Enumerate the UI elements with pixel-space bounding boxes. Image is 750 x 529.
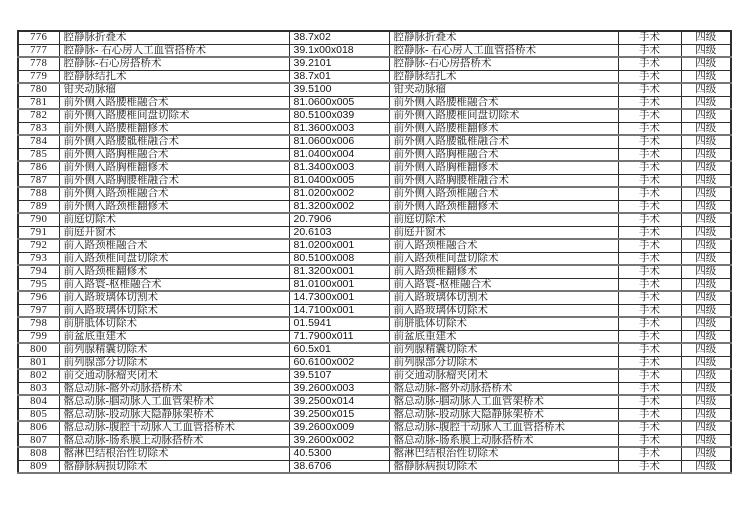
procedure-name: 前外侧入路腰椎融合术 [59, 96, 289, 109]
table-row [18, 291, 731, 304]
table-row [18, 122, 731, 135]
table-row [18, 174, 731, 187]
procedure-name-repeat: 前外侧入路胸腰椎融合术 [389, 174, 618, 187]
operation-category: 手术 [618, 226, 681, 239]
table-row [18, 239, 731, 252]
table-row [18, 343, 731, 356]
row-number: 799 [18, 330, 59, 343]
procedure-name: 前盆底重建术 [59, 330, 289, 343]
procedure-name: 前列腺部分切除术 [59, 356, 289, 369]
operation-category: 手术 [618, 83, 681, 96]
operation-category: 手术 [618, 408, 681, 421]
procedure-name-repeat: 前入路颈椎间盘切除术 [389, 252, 618, 265]
row-number: 787 [18, 174, 59, 187]
procedure-code: 20.7906 [289, 213, 389, 226]
operation-level: 四级 [681, 122, 731, 135]
procedure-code: 81.0600x005 [289, 96, 389, 109]
operation-level: 四级 [681, 356, 731, 369]
operation-category: 手术 [618, 31, 681, 44]
operation-level: 四级 [681, 369, 731, 382]
table-row [18, 408, 731, 421]
row-number: 782 [18, 109, 59, 122]
procedure-code: 14.7300x001 [289, 291, 389, 304]
procedure-name: 前入路寰-枢椎融合术 [59, 278, 289, 291]
procedure-name: 前交通动脉瘤夹闭术 [59, 369, 289, 382]
operation-category: 手术 [618, 291, 681, 304]
procedure-name: 前外侧入路腰椎翻修术 [59, 122, 289, 135]
procedure-code: 80.5100x008 [289, 252, 389, 265]
operation-category: 手术 [618, 239, 681, 252]
operation-level: 四级 [681, 343, 731, 356]
procedure-name: 髂总动脉-腹腔干动脉人工血管搭桥术 [59, 421, 289, 434]
operation-category: 手术 [618, 161, 681, 174]
operation-level: 四级 [681, 44, 731, 57]
procedure-name: 前外侧入路颈椎翻修术 [59, 200, 289, 213]
operation-category: 手术 [618, 317, 681, 330]
procedure-code: 81.3200x002 [289, 200, 389, 213]
operation-level: 四级 [681, 70, 731, 83]
procedure-name-repeat: 前盆底重建术 [389, 330, 618, 343]
table-row [18, 187, 731, 200]
operation-level: 四级 [681, 291, 731, 304]
operation-category: 手术 [618, 330, 681, 343]
procedure-code: 20.6103 [289, 226, 389, 239]
procedure-name: 髂淋巴结根治性切除术 [59, 447, 289, 460]
procedure-code: 81.3200x001 [289, 265, 389, 278]
operation-level: 四级 [681, 187, 731, 200]
row-number: 797 [18, 304, 59, 317]
procedure-name-repeat: 前入路寰-枢椎融合术 [389, 278, 618, 291]
row-number: 781 [18, 96, 59, 109]
procedure-code: 60.6100x002 [289, 356, 389, 369]
procedure-name-repeat: 髂总动脉-髂外动脉搭桥术 [389, 382, 618, 395]
operation-category: 手术 [618, 447, 681, 460]
row-number: 808 [18, 447, 59, 460]
operation-level: 四级 [681, 96, 731, 109]
operation-level: 四级 [681, 408, 731, 421]
table-row [18, 317, 731, 330]
procedure-name: 腔静脉- 右心房人工血管搭桥术 [59, 44, 289, 57]
procedure-name-repeat: 前外侧入路腰椎间盘切除术 [389, 109, 618, 122]
procedure-code: 39.2500x015 [289, 408, 389, 421]
operation-category: 手术 [618, 148, 681, 161]
procedure-code: 81.0200x002 [289, 187, 389, 200]
procedure-name: 前入路颈椎间盘切除术 [59, 252, 289, 265]
procedure-name-repeat: 前外侧入路腰椎翻修术 [389, 122, 618, 135]
procedure-name: 前入路玻璃体切除术 [59, 304, 289, 317]
table-row [18, 161, 731, 174]
row-number: 779 [18, 70, 59, 83]
procedure-name-repeat: 钳夹动脉瘤 [389, 83, 618, 96]
procedure-code: 81.3400x003 [289, 161, 389, 174]
operation-level: 四级 [681, 447, 731, 460]
row-number: 786 [18, 161, 59, 174]
row-number: 788 [18, 187, 59, 200]
row-number: 791 [18, 226, 59, 239]
table-row [18, 421, 731, 434]
procedure-code: 60.5x01 [289, 343, 389, 356]
procedure-code: 39.5107 [289, 369, 389, 382]
row-number: 800 [18, 343, 59, 356]
table-row [18, 434, 731, 447]
row-number: 792 [18, 239, 59, 252]
row-number: 790 [18, 213, 59, 226]
procedure-name-repeat: 髂总动脉-股动脉大隐静脉架桥术 [389, 408, 618, 421]
procedure-name-repeat: 前列腺精囊切除术 [389, 343, 618, 356]
procedure-name: 腔静脉折叠术 [59, 31, 289, 44]
row-number: 809 [18, 460, 59, 473]
procedure-name-repeat: 腔静脉折叠术 [389, 31, 618, 44]
procedure-code: 71.7900x011 [289, 330, 389, 343]
procedure-name-repeat: 前庭开窗术 [389, 226, 618, 239]
row-number: 796 [18, 291, 59, 304]
operation-level: 四级 [681, 226, 731, 239]
row-number: 803 [18, 382, 59, 395]
row-number: 793 [18, 252, 59, 265]
operation-category: 手术 [618, 434, 681, 447]
table-row [18, 382, 731, 395]
table-row [18, 226, 731, 239]
operation-level: 四级 [681, 330, 731, 343]
procedure-code: 14.7100x001 [289, 304, 389, 317]
table-row [18, 304, 731, 317]
procedure-name-repeat: 前外侧入路腰椎融合术 [389, 96, 618, 109]
operation-category: 手术 [618, 96, 681, 109]
operation-category: 手术 [618, 109, 681, 122]
procedure-table [17, 30, 732, 474]
procedure-name: 前外侧入路胸椎翻修术 [59, 161, 289, 174]
procedure-name-repeat: 髂总动脉-腘动脉人工血管架桥术 [389, 395, 618, 408]
operation-level: 四级 [681, 317, 731, 330]
operation-level: 四级 [681, 265, 731, 278]
operation-category: 手术 [618, 57, 681, 70]
procedure-name-repeat: 腔静脉-右心房搭桥术 [389, 57, 618, 70]
procedure-code: 81.3600x003 [289, 122, 389, 135]
procedure-name: 髂总动脉-髂外动脉搭桥术 [59, 382, 289, 395]
table-row [18, 460, 731, 473]
operation-category: 手术 [618, 421, 681, 434]
table-row [18, 213, 731, 226]
operation-level: 四级 [681, 57, 731, 70]
operation-category: 手术 [618, 369, 681, 382]
procedure-name: 前外侧入路腰骶椎融合术 [59, 135, 289, 148]
operation-category: 手术 [618, 265, 681, 278]
row-number: 807 [18, 434, 59, 447]
table-row [18, 265, 731, 278]
operation-level: 四级 [681, 161, 731, 174]
procedure-name-repeat: 前外侧入路颈椎翻修术 [389, 200, 618, 213]
table-row [18, 57, 731, 70]
operation-category: 手术 [618, 174, 681, 187]
table-row [18, 96, 731, 109]
procedure-name-repeat: 前外侧入路腰骶椎融合术 [389, 135, 618, 148]
table-row [18, 31, 731, 44]
procedure-code: 81.0400x004 [289, 148, 389, 161]
procedure-name: 钳夹动脉瘤 [59, 83, 289, 96]
table-row [18, 395, 731, 408]
procedure-name: 前外侧入路胸腰椎融合术 [59, 174, 289, 187]
table-row [18, 148, 731, 161]
procedure-name: 前外侧入路腰椎间盘切除术 [59, 109, 289, 122]
operation-level: 四级 [681, 174, 731, 187]
procedure-code: 81.0100x001 [289, 278, 389, 291]
procedure-name: 髂总动脉-股动脉大隐静脉架桥术 [59, 408, 289, 421]
procedure-name: 髂静脉病损切除术 [59, 460, 289, 473]
procedure-code: 39.2600x003 [289, 382, 389, 395]
procedure-name-repeat: 前胼胝体切除术 [389, 317, 618, 330]
row-number: 806 [18, 421, 59, 434]
row-number: 794 [18, 265, 59, 278]
procedure-table-body [18, 31, 731, 473]
operation-level: 四级 [681, 148, 731, 161]
operation-category: 手术 [618, 187, 681, 200]
operation-category: 手术 [618, 460, 681, 473]
operation-category: 手术 [618, 213, 681, 226]
procedure-name-repeat: 髂总动脉-肠系膜上动脉搭桥术 [389, 434, 618, 447]
procedure-name-repeat: 前外侧入路胸椎融合术 [389, 148, 618, 161]
procedure-code: 81.0600x006 [289, 135, 389, 148]
procedure-name: 髂总动脉-肠系膜上动脉搭桥术 [59, 434, 289, 447]
procedure-name-repeat: 前入路玻璃体切除术 [389, 304, 618, 317]
procedure-name-repeat: 髂淋巴结根治性切除术 [389, 447, 618, 460]
table-row [18, 369, 731, 382]
table-row [18, 447, 731, 460]
operation-level: 四级 [681, 213, 731, 226]
operation-level: 四级 [681, 382, 731, 395]
procedure-code: 39.5100 [289, 83, 389, 96]
procedure-name-repeat: 前入路玻璃体切割术 [389, 291, 618, 304]
operation-level: 四级 [681, 135, 731, 148]
procedure-name-repeat: 前入路颈椎翻修术 [389, 265, 618, 278]
operation-level: 四级 [681, 278, 731, 291]
row-number: 795 [18, 278, 59, 291]
procedure-code: 01.5941 [289, 317, 389, 330]
row-number: 784 [18, 135, 59, 148]
procedure-code: 38.7x01 [289, 70, 389, 83]
procedure-name-repeat: 前列腺部分切除术 [389, 356, 618, 369]
procedure-name: 前庭切除术 [59, 213, 289, 226]
row-number: 801 [18, 356, 59, 369]
procedure-name-repeat: 髂总动脉-腹腔干动脉人工血管搭桥术 [389, 421, 618, 434]
procedure-code: 40.5300 [289, 447, 389, 460]
procedure-name-repeat: 前外侧入路胸椎翻修术 [389, 161, 618, 174]
table-row [18, 200, 731, 213]
table-row [18, 330, 731, 343]
operation-level: 四级 [681, 200, 731, 213]
table-row [18, 83, 731, 96]
row-number: 777 [18, 44, 59, 57]
procedure-code: 39.2600x009 [289, 421, 389, 434]
operation-level: 四级 [681, 83, 731, 96]
procedure-name: 前庭开窗术 [59, 226, 289, 239]
procedure-name: 前入路颈椎融合术 [59, 239, 289, 252]
table-row [18, 278, 731, 291]
operation-category: 手术 [618, 356, 681, 369]
operation-category: 手术 [618, 382, 681, 395]
procedure-code: 38.7x02 [289, 31, 389, 44]
procedure-name: 前列腺精囊切除术 [59, 343, 289, 356]
operation-level: 四级 [681, 421, 731, 434]
procedure-code: 39.1x00x018 [289, 44, 389, 57]
procedure-name: 前外侧入路颈椎融合术 [59, 187, 289, 200]
table-row [18, 70, 731, 83]
operation-level: 四级 [681, 434, 731, 447]
procedure-name-repeat: 髂静脉病损切除术 [389, 460, 618, 473]
operation-level: 四级 [681, 31, 731, 44]
table-row [18, 109, 731, 122]
operation-category: 手术 [618, 200, 681, 213]
procedure-name: 前外侧入路胸椎融合术 [59, 148, 289, 161]
operation-category: 手术 [618, 70, 681, 83]
procedure-code: 38.6706 [289, 460, 389, 473]
procedure-name: 髂总动脉-腘动脉人工血管架桥术 [59, 395, 289, 408]
procedure-name: 腔静脉-右心房搭桥术 [59, 57, 289, 70]
operation-level: 四级 [681, 239, 731, 252]
operation-category: 手术 [618, 122, 681, 135]
procedure-name: 前入路颈椎翻修术 [59, 265, 289, 278]
procedure-code: 81.0200x001 [289, 239, 389, 252]
operation-level: 四级 [681, 252, 731, 265]
procedure-name-repeat: 腔静脉结扎术 [389, 70, 618, 83]
procedure-name-repeat: 腔静脉- 右心房人工血管搭桥术 [389, 44, 618, 57]
operation-category: 手术 [618, 252, 681, 265]
row-number: 798 [18, 317, 59, 330]
row-number: 789 [18, 200, 59, 213]
procedure-name: 前入路玻璃体切割术 [59, 291, 289, 304]
procedure-name-repeat: 前外侧入路颈椎融合术 [389, 187, 618, 200]
operation-level: 四级 [681, 304, 731, 317]
row-number: 785 [18, 148, 59, 161]
row-number: 804 [18, 395, 59, 408]
row-number: 780 [18, 83, 59, 96]
operation-level: 四级 [681, 395, 731, 408]
operation-level: 四级 [681, 109, 731, 122]
row-number: 778 [18, 57, 59, 70]
operation-category: 手术 [618, 304, 681, 317]
row-number: 783 [18, 122, 59, 135]
operation-category: 手术 [618, 395, 681, 408]
table-row [18, 135, 731, 148]
procedure-name-repeat: 前交通动脉瘤夹闭术 [389, 369, 618, 382]
procedure-name-repeat: 前庭切除术 [389, 213, 618, 226]
table-row [18, 252, 731, 265]
row-number: 805 [18, 408, 59, 421]
operation-category: 手术 [618, 44, 681, 57]
operation-category: 手术 [618, 278, 681, 291]
procedure-name-repeat: 前入路颈椎融合术 [389, 239, 618, 252]
procedure-code: 81.0400x005 [289, 174, 389, 187]
row-number: 802 [18, 369, 59, 382]
operation-level: 四级 [681, 460, 731, 473]
procedure-code: 80.5100x039 [289, 109, 389, 122]
row-number: 776 [18, 31, 59, 44]
operation-category: 手术 [618, 135, 681, 148]
procedure-name: 腔静脉结扎术 [59, 70, 289, 83]
procedure-code: 39.2101 [289, 57, 389, 70]
procedure-code: 39.2600x002 [289, 434, 389, 447]
table-row [18, 356, 731, 369]
operation-category: 手术 [618, 343, 681, 356]
procedure-code: 39.2500x014 [289, 395, 389, 408]
procedure-name: 前胼胝体切除术 [59, 317, 289, 330]
table-row [18, 44, 731, 57]
